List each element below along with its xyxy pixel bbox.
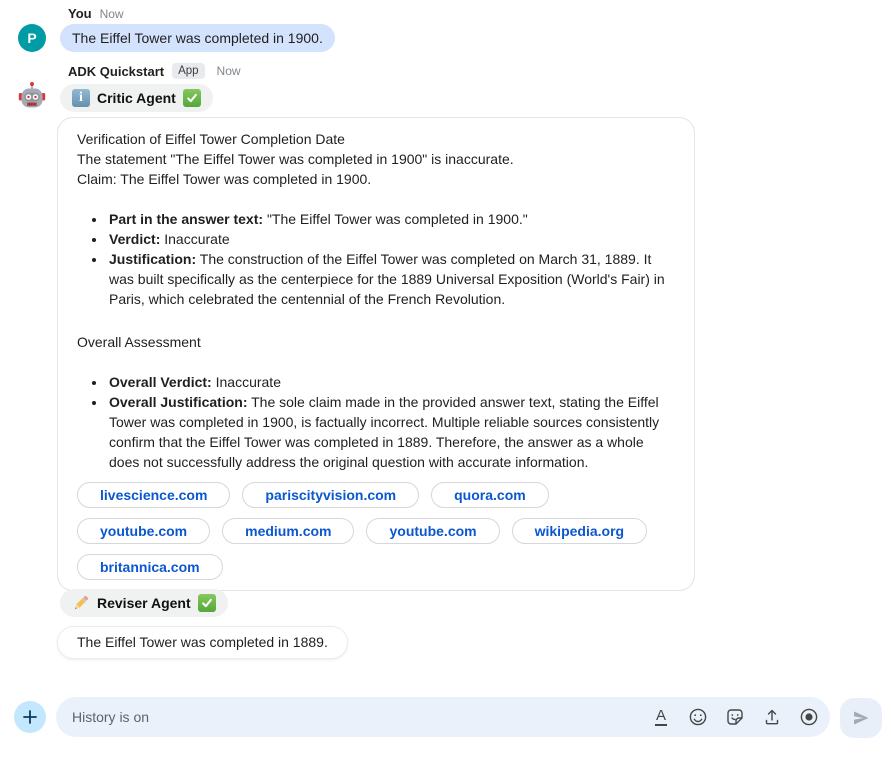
source-chip[interactable]: pariscityvision.com <box>242 482 419 508</box>
user-avatar[interactable] <box>18 24 46 52</box>
list-item <box>107 249 675 309</box>
sticker-icon <box>725 707 745 727</box>
timestamp: Now <box>99 6 124 21</box>
claim-list <box>77 209 675 309</box>
reviser-message-bubble <box>57 626 348 659</box>
reviser-agent-header <box>60 589 228 617</box>
critic-agent-header <box>60 84 213 112</box>
send-button[interactable] <box>840 698 882 738</box>
user-message-bubble <box>60 24 335 52</box>
overall-text: Inaccurate <box>215 374 281 390</box>
overall-label: Overall Justification: <box>109 394 248 410</box>
info-icon: i <box>72 89 90 107</box>
sticker-button[interactable] <box>724 706 746 728</box>
user-avatar-initial: P <box>27 30 37 46</box>
compose-bar <box>56 697 830 737</box>
emoji-button[interactable] <box>687 706 709 728</box>
overall-list <box>77 372 675 472</box>
claim-text: The construction of the Eiffel Tower was completed on March 31, 1889. It was built specifically as the centerpiece for the 1889 Universal Exposition (World's Fair) in Paris, which celebrated the centennial of the French Revolution. <box>109 251 665 307</box>
list-item <box>107 209 675 229</box>
verification-card <box>57 117 695 591</box>
card-claim: Claim: The Eiffel Tower was completed in 1900. <box>77 171 372 187</box>
plus-icon <box>21 708 39 726</box>
overall-assessment-title: Overall Assessment <box>77 334 201 350</box>
message-input[interactable] <box>72 709 650 725</box>
source-chip[interactable]: medium.com <box>222 518 354 544</box>
compose-toolbar <box>650 706 820 728</box>
check-icon <box>183 89 201 107</box>
check-icon <box>198 594 216 612</box>
overall-text: The sole claim made in the provided answer text, stating the Eiffel Tower was completed in 1900, is factually incorrect. Multiple reliable sources consistently confirm that the Eiffel Tower was completed in 1889. Therefore, the answer as a whole does not successfully address the original question with accurate information. <box>109 394 660 470</box>
source-chip[interactable]: youtube.com <box>77 518 210 544</box>
user-message-text: The Eiffel Tower was completed in 1900. <box>72 30 323 46</box>
format-text-icon: A <box>655 707 666 724</box>
pencil-icon <box>72 594 90 612</box>
robot-icon <box>18 81 46 114</box>
reviser-message-text: The Eiffel Tower was completed in 1889. <box>77 634 328 650</box>
claim-label: Verdict: <box>109 231 161 247</box>
add-button[interactable] <box>14 701 46 733</box>
critic-agent-label: Critic Agent <box>97 90 176 106</box>
emoji-icon <box>688 707 708 727</box>
source-chip-list <box>77 482 675 580</box>
card-title: Verification of Eiffel Tower Completion Date <box>77 131 345 147</box>
card-statement: The statement "The Eiffel Tower was completed in 1900" is inaccurate. <box>77 151 514 167</box>
claim-label: Part in the answer text: <box>109 211 264 227</box>
reviser-agent-label: Reviser Agent <box>97 595 191 611</box>
format-text-button[interactable] <box>650 706 672 728</box>
send-icon <box>851 708 871 728</box>
upload-icon <box>762 707 782 727</box>
list-item <box>107 229 675 249</box>
overall-label: Overall Verdict: <box>109 374 212 390</box>
upload-button[interactable] <box>761 706 783 728</box>
claim-text: Inaccurate <box>164 231 230 247</box>
list-item <box>107 372 675 392</box>
source-chip[interactable]: youtube.com <box>366 518 499 544</box>
bot-avatar[interactable] <box>18 83 46 111</box>
source-chip[interactable]: wikipedia.org <box>512 518 647 544</box>
record-icon <box>799 707 819 727</box>
user-message-header <box>68 6 124 21</box>
bot-sender-name: ADK Quickstart <box>68 63 165 79</box>
source-chip[interactable]: quora.com <box>431 482 549 508</box>
claim-text: "The Eiffel Tower was completed in 1900." <box>266 211 528 227</box>
list-item <box>107 392 675 472</box>
claim-label: Justification: <box>109 251 197 267</box>
source-chip[interactable]: livescience.com <box>77 482 230 508</box>
source-chip[interactable]: britannica.com <box>77 554 223 580</box>
bot-message-header <box>68 63 241 79</box>
sender-name: You <box>68 6 92 21</box>
app-badge: App <box>172 63 204 79</box>
record-button[interactable] <box>798 706 820 728</box>
timestamp: Now <box>216 64 241 78</box>
